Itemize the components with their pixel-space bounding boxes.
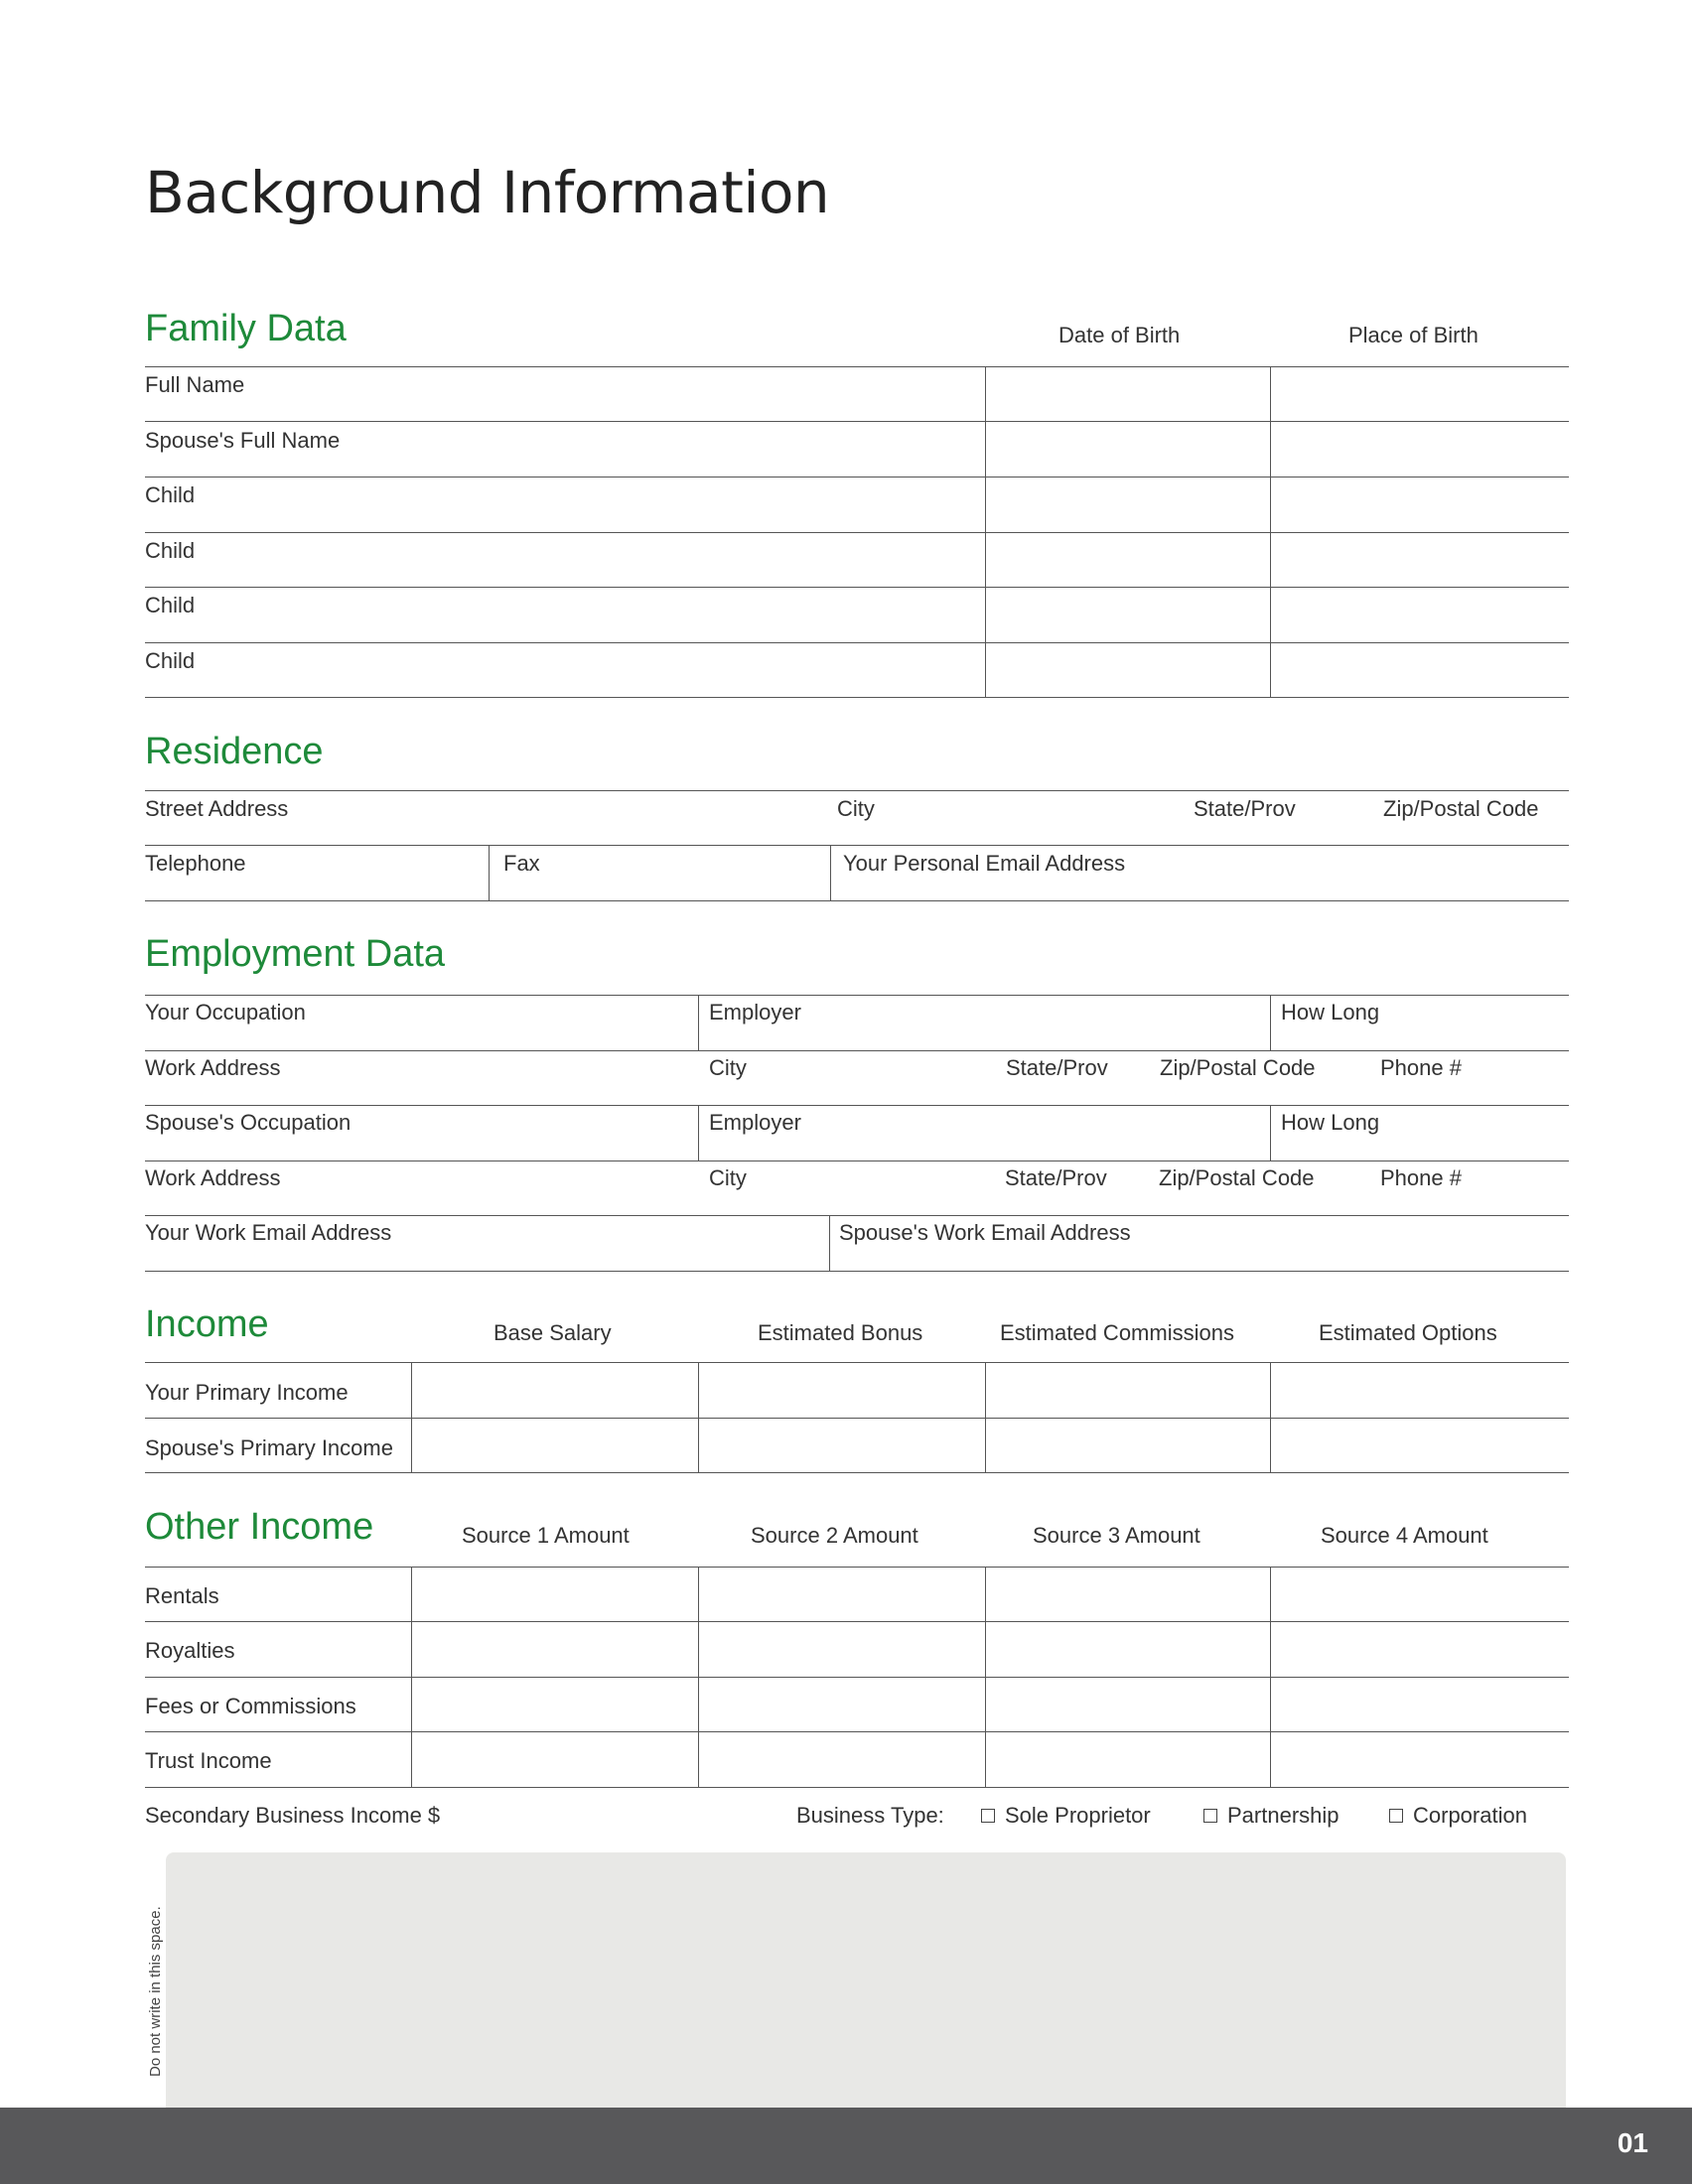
checkbox-box-icon bbox=[1203, 1809, 1217, 1823]
residence-city-label: City bbox=[837, 796, 875, 821]
footer-bar bbox=[0, 2108, 1692, 2184]
employment-city-label: City bbox=[709, 1055, 747, 1080]
full-name-pob-field[interactable] bbox=[1271, 367, 1569, 421]
family-row-child-3: Child bbox=[145, 593, 196, 617]
secondary-business-income-label: Secondary Business Income $ bbox=[145, 1803, 441, 1828]
income-col-base-salary: Base Salary bbox=[494, 1320, 612, 1345]
income-row-spouse-primary: Spouse's Primary Income bbox=[145, 1435, 393, 1460]
corporation-label: Corporation bbox=[1413, 1803, 1527, 1828]
other-income-col-3: Source 3 Amount bbox=[1033, 1523, 1200, 1548]
residence-telephone-label: Telephone bbox=[145, 851, 246, 876]
income-col-commissions: Estimated Commissions bbox=[1000, 1320, 1234, 1345]
family-row-full-name: Full Name bbox=[145, 372, 245, 397]
family-row-child-4: Child bbox=[145, 648, 196, 673]
family-col-dob: Date of Birth bbox=[1058, 323, 1181, 347]
residence-email-label: Your Personal Email Address bbox=[843, 851, 1126, 876]
income-col-options: Estimated Options bbox=[1319, 1320, 1497, 1345]
employment-spouse-employer-label: Employer bbox=[709, 1110, 801, 1135]
checkbox-box-icon bbox=[1389, 1809, 1403, 1823]
employment-spouse-work-address-label: Work Address bbox=[145, 1165, 281, 1190]
employment-state-label: State/Prov bbox=[1006, 1055, 1108, 1080]
employment-section-heading: Employment Data bbox=[145, 933, 446, 975]
family-row-child-1: Child bbox=[145, 482, 196, 507]
other-income-row-royalties: Royalties bbox=[145, 1638, 235, 1663]
residence-section-heading: Residence bbox=[145, 731, 324, 772]
full-name-dob-field[interactable] bbox=[986, 367, 1270, 421]
residence-state-label: State/Prov bbox=[1194, 796, 1296, 821]
employment-spouse-state-label: State/Prov bbox=[1005, 1165, 1107, 1190]
sole-proprietor-label: Sole Proprietor bbox=[1005, 1803, 1151, 1828]
sole-proprietor-checkbox[interactable] bbox=[981, 1803, 1151, 1829]
employment-phone-label: Phone # bbox=[1380, 1055, 1462, 1080]
full-name-field[interactable] bbox=[145, 367, 985, 421]
employment-spouse-work-email-label: Spouse's Work Email Address bbox=[839, 1220, 1131, 1245]
office-use-area bbox=[166, 1852, 1566, 2111]
employment-spouse-occupation-label: Spouse's Occupation bbox=[145, 1110, 352, 1135]
partnership-label: Partnership bbox=[1227, 1803, 1340, 1828]
office-use-note: Do not write in this space. bbox=[147, 1906, 164, 2077]
residence-fax-label: Fax bbox=[503, 851, 540, 876]
partnership-checkbox[interactable] bbox=[1203, 1803, 1340, 1829]
page-number: 01 bbox=[1617, 2127, 1648, 2158]
other-income-row-rentals: Rentals bbox=[145, 1583, 219, 1608]
residence-street-label: Street Address bbox=[145, 796, 289, 821]
employment-work-address-label: Work Address bbox=[145, 1055, 281, 1080]
other-income-col-4: Source 4 Amount bbox=[1321, 1523, 1488, 1548]
employment-employer-label: Employer bbox=[709, 1000, 801, 1024]
other-income-row-fees: Fees or Commissions bbox=[145, 1694, 356, 1718]
other-income-col-1: Source 1 Amount bbox=[462, 1523, 630, 1548]
family-section-heading: Family Data bbox=[145, 308, 347, 349]
income-section-heading: Income bbox=[145, 1303, 269, 1345]
other-income-section-heading: Other Income bbox=[145, 1506, 374, 1548]
checkbox-box-icon bbox=[981, 1809, 995, 1823]
employment-work-email-label: Your Work Email Address bbox=[145, 1220, 392, 1245]
employment-spouse-city-label: City bbox=[709, 1165, 747, 1190]
family-row-spouse-name: Spouse's Full Name bbox=[145, 428, 341, 453]
family-col-pob: Place of Birth bbox=[1348, 323, 1479, 347]
employment-how-long-label: How Long bbox=[1281, 1000, 1380, 1024]
employment-spouse-zip-label: Zip/Postal Code bbox=[1159, 1165, 1315, 1190]
business-type-label: Business Type: bbox=[796, 1803, 944, 1828]
income-row-primary: Your Primary Income bbox=[145, 1380, 349, 1405]
employment-spouse-how-long-label: How Long bbox=[1281, 1110, 1380, 1135]
family-row-child-2: Child bbox=[145, 538, 196, 563]
employment-occupation-label: Your Occupation bbox=[145, 1000, 306, 1024]
employment-spouse-phone-label: Phone # bbox=[1380, 1165, 1462, 1190]
other-income-row-trust: Trust Income bbox=[145, 1748, 272, 1773]
employment-zip-label: Zip/Postal Code bbox=[1160, 1055, 1316, 1080]
income-col-bonus: Estimated Bonus bbox=[758, 1320, 923, 1345]
other-income-col-2: Source 2 Amount bbox=[751, 1523, 918, 1548]
residence-zip-label: Zip/Postal Code bbox=[1383, 796, 1539, 821]
corporation-checkbox[interactable] bbox=[1389, 1803, 1527, 1829]
page-title: Background Information bbox=[145, 159, 830, 226]
